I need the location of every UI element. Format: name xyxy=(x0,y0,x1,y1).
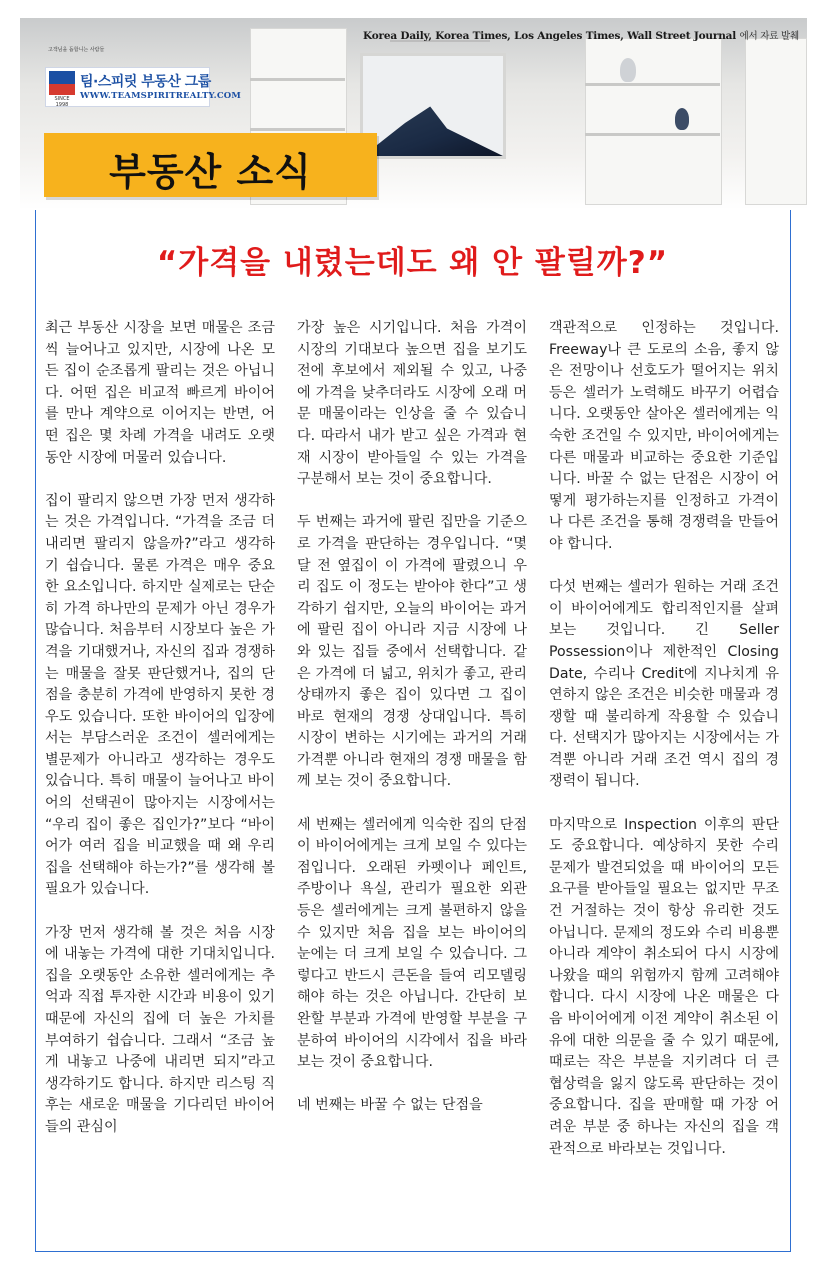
paragraph: 네 번째는 바꿀 수 없는 단점을 xyxy=(297,1097,483,1114)
source-credit-suffix: 에서 자료 발췌 xyxy=(739,31,799,42)
source-credit xyxy=(363,28,799,42)
article-column-2 xyxy=(297,318,527,1139)
paragraph: 다섯 번째는 셀러가 원하는 거래 조건이 바이어에게도 합리적인지를 살펴보는 것입니다. 긴 Seller Possession이나 제한적인 Closing Date, 수리나 Credit에 지나치게 유연하지 않은 조건은 비슷한 매물과 경쟁할 때 불리하게 작용할 수 있습니다. 선택지가 많아지는 시장에서는 가격뿐 아니라 거래 조건 역시 집의 경쟁력이 됩니다. xyxy=(549,579,779,790)
shelf-decoration xyxy=(585,133,720,136)
logo-year: SINCE 1998 xyxy=(54,96,70,108)
paragraph: 가장 높은 시기입니다. 처음 가격이 시장의 기대보다 높으면 집을 보기도 전에 후보에서 제외될 수 있고, 나중에 가격을 낮추더라도 시장에 오래 머문 매물이라는 인상을 줄 수 있습니다. 따라서 내가 받고 싶은 가격과 현재 시장이 받아들일 수 있는 가격을 구분해서 보는 것이 중요합니다. xyxy=(297,320,527,488)
shelf-decoration xyxy=(250,78,345,81)
shelf-decoration xyxy=(585,83,720,86)
source-credit-publications: Korea Daily, Korea Times, Los Angeles Times, Wall Street Journal xyxy=(363,30,737,42)
vase-decoration xyxy=(675,108,689,130)
company-logo xyxy=(45,67,242,108)
paragraph: 두 번째는 과거에 팔린 집만을 기준으로 가격을 판단하는 경우입니다. “몇 달 전 옆집이 이 가격에 팔렸으니 우리 집도 이 정도는 받아야 한다”고 생각하기 쉽지만, 오늘의 바이어는 과거에 팔린 집이 아니라 지금 시장에 나와 있는 집들 중에서 선택합니다. 같은 가격에 더 넓고, 위치가 좋고, 관리 상태까지 좋은 집이 있다면 그 집이 바로 현재의 경쟁 상대입니다. 특히 시장이 변하는 시기에는 과거의 거래 가격뿐 아니라 현재의 경쟁 매물을 함께 보는 것이 중요합니다. xyxy=(297,514,527,790)
section-title: 부동산 소식 xyxy=(109,150,312,194)
paragraph: 객관적으로 인정하는 것입니다. Freeway나 큰 도로의 소음, 좋지 않은 전망이나 선호도가 떨어지는 위치 등은 셀러가 노력해도 바꾸기 어렵습니다. 오랫동안 살아온 셀러에게는 익숙한 조건일 수 있지만, 바이어에게는 다른 매물과 비교하는 중요한 기준입니다. 바꿀 수 없는 단점은 시장이 어떻게 평가하는지를 인정하고 가격이나 다른 조건을 통해 경쟁력을 만들어야 합니다. xyxy=(549,320,779,552)
article-column-3 xyxy=(549,318,779,1182)
company-tagline: 고객님을 돕합니는 사람들 xyxy=(48,47,105,53)
paragraph: 집이 팔리지 않으면 가장 먼저 생각하는 것은 가격입니다. “가격을 조금 더 내리면 팔리지 않을까?”라고 생각하기 쉽습니다. 물론 가격은 매우 중요한 요소입니다. 하지만 실제로는 단순히 가격 하나만의 문제가 아닌 경우가 많습니다. 처음부터 시장보다 높은 가격을 기대했거나, 자신의 집과 경쟁하는 매물을 잘못 판단했거나, 집의 단점을 충분히 가격에 반영하지 못한 경우도 있습니다. 또한 바이어의 입장에서는 부담스러운 조건이 셀러에게는 별문제가 아니라고 생각하는 경우도 있습니다. 특히 매물이 늘어나고 바이어의 선택권이 많아지는 시장에서는 “우리 집이 좋은 집인가?”보다 “바이어가 여러 집을 비교했을 때 왜 우리 집을 선택해야 하는가?”를 생각해 볼 필요가 있습니다. xyxy=(45,492,275,898)
paragraph: 가장 먼저 생각해 볼 것은 처음 시장에 내놓는 가격에 대한 기대치입니다. 집을 오랫동안 소유한 셀러에게는 추억과 직접 투자한 시간과 비용이 있기 때문에 자신의 집에 더 높은 가치를 부여하기 쉽습니다. 그래서 “조금 높게 내놓고 나중에 내리면 되지”라고 생각하기도 합니다. 하지만 리스팅 직후는 새로운 매물을 기다리던 바이어들의 관심이 xyxy=(45,924,275,1135)
article-headline: “가격을 내렸는데도 왜 안 팔릴까?” xyxy=(156,245,669,281)
logo-url: WWW.TEAMSPIRITREALTY.COM xyxy=(80,91,242,101)
paragraph: 세 번째는 셀러에게 익숙한 집의 단점이 바이어에게는 크게 보일 수 있다는 점입니다. 오래된 카펫이나 페인트, 주방이나 욕실, 관리가 필요한 외관 등은 셀러에게는 크게 불편하지 않을 수 있지만 처음 집을 보는 바이어의 눈에는 더 크게 보일 수 있습니다. 그렇다고 반드시 큰돈을 들여 리모델링해야 하는 것은 아닙니다. 간단히 보완할 부분과 가격에 반영할 부분을 구분하여 바이어의 시각에서 집을 바라보는 것이 중요합니다. xyxy=(297,816,527,1071)
paragraph: 마지막으로 Inspection 이후의 판단도 중요합니다. 예상하지 못한 수리 문제가 발견되었을 때 바이어의 모든 요구를 받아들일 필요는 없지만 무조건 거절하는 것이 항상 유리한 것도 아닙니다. 문제의 정도와 수리 비용뿐 아니라 계약이 취소되어 다시 시장에 나왔을 때의 위험까지 함께 고려해야 합니다. 다시 시장에 나온 매물은 다음 바이어에게 이전 계약이 취소된 이유에 대한 의문을 줄 수 있기 때문에, 때로는 작은 부분을 지키려다 더 큰 협상력을 잃지 않도록 판단하는 것이 중요합니다. 집을 판매할 때 가장 어려운 부분 중 하나는 자신의 집을 객관적으로 바라보는 것입니다. xyxy=(549,816,779,1157)
vase-decoration xyxy=(620,58,636,82)
paragraph: 최근 부동산 시장을 보면 매물은 조금씩 늘어나고 있지만, 시장에 나온 모든 집이 순조롭게 팔리는 것은 아닙니다. 어떤 집은 비교적 빠르게 바이어를 만나 계약으로 이어지는 반면, 어떤 집은 몇 차례 가격을 내려도 오랫동안 시장에 머물러 있습니다. xyxy=(45,320,275,466)
logo-name: 팀·스피릿 부동산 그룹 xyxy=(80,74,211,90)
mountain-painting xyxy=(360,53,506,159)
article-column-1 xyxy=(45,318,275,1160)
logo-icon xyxy=(49,71,75,95)
cabinet-edge-decoration xyxy=(745,38,807,205)
cabinet-right-decoration xyxy=(585,38,722,205)
shelf-decoration xyxy=(250,128,345,131)
section-title-badge xyxy=(44,133,377,197)
